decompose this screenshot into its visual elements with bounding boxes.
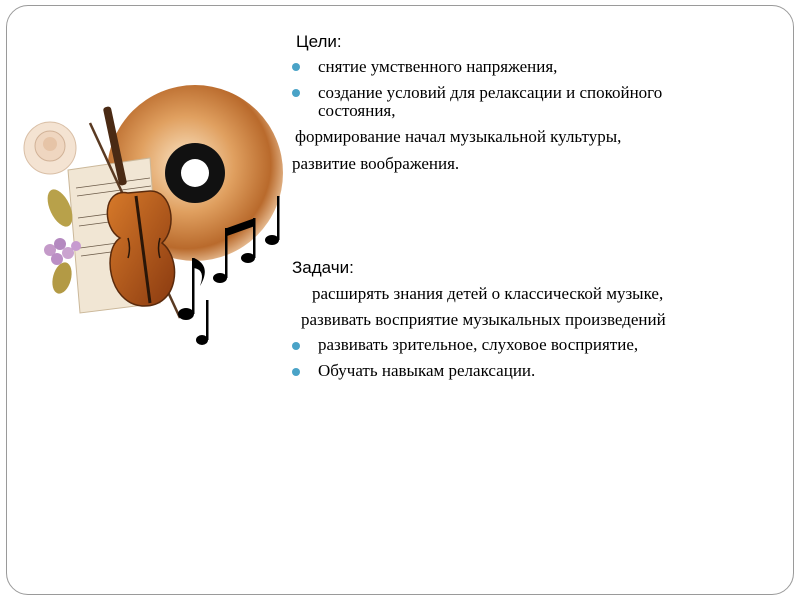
goal-item: формирование начал музыкальной культуры, [295,127,622,146]
bullet-icon [292,89,300,97]
goal-item-continued: состояния, [318,101,396,120]
goal-item: снятие умственного напряжения, [318,57,558,76]
goals-heading: Цели: [296,32,342,51]
goal-item: развитие воображения. [292,154,460,173]
bullet-icon [292,342,300,350]
tasks-heading: Задачи: [292,258,354,277]
task-item: расширять знания детей о классической музыке, [312,284,664,303]
task-item: развивать зрительное, слуховое восприятие, [318,335,639,354]
goal-item: создание условий для релаксации и спокойного [318,83,663,102]
bullet-icon [292,63,300,71]
task-item: развивать восприятие музыкальных произведений [301,310,666,329]
task-item: Обучать навыкам релаксации. [318,361,536,380]
bullet-icon [292,368,300,376]
